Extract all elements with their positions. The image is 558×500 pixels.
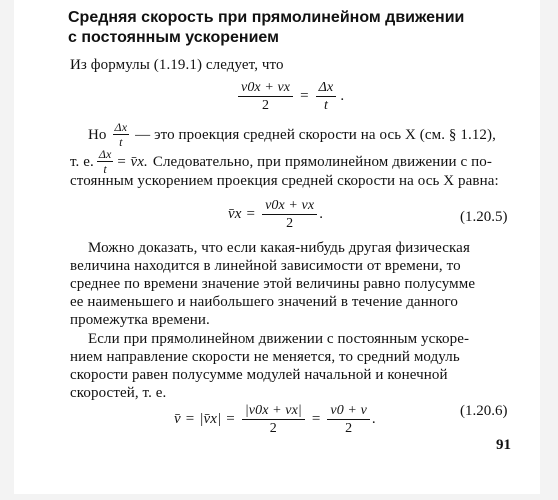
text-consequently: Следовательно, при прямолинейном движении с по- xyxy=(152,153,492,170)
fraction-numerator: v0x + vx xyxy=(238,80,293,97)
paragraph-2-line-1 xyxy=(88,121,496,149)
formula-1-20-6 xyxy=(174,403,376,436)
inline-fraction-dx-dt xyxy=(97,148,114,176)
formula-abs-mean-vx: |v̄x| xyxy=(199,411,222,427)
paragraph-4-line-4: скоростей, т. е. xyxy=(70,385,167,401)
paragraph-3-line-1: Можно доказать, что если какая-нибудь другая физическая xyxy=(88,240,470,256)
formula-period: . xyxy=(319,206,324,222)
equals-sign: = xyxy=(246,206,256,222)
fraction-denominator: 2 xyxy=(269,421,277,436)
formula-lhs: v̄x xyxy=(228,206,242,222)
fraction-speed-sum xyxy=(327,403,369,436)
equals-sign: = xyxy=(300,88,309,104)
fraction-denominator: t xyxy=(323,98,328,113)
formula-period: . xyxy=(340,88,345,104)
formula-period: . xyxy=(371,411,376,427)
equals-sign: = xyxy=(311,411,321,427)
paragraph-3-line-3: среднее по времени значение этой величины равно полусумме xyxy=(70,276,476,292)
formula-1-20-5 xyxy=(228,198,323,231)
paragraph-3-line-4: ее наименьшего и наибольшего значений в течение данного xyxy=(70,294,459,310)
fraction-numerator: v0 + v xyxy=(327,403,369,420)
fraction-displacement-time xyxy=(316,80,337,113)
equation-number-1-20-5: (1.20.5) xyxy=(460,209,508,225)
paragraph-intro: Из формулы (1.19.1) следует, что xyxy=(70,57,284,73)
page-number: 91 xyxy=(496,437,511,453)
paragraph-4-line-3: скорости равен полусумме модулей начальной и конечной xyxy=(70,367,448,383)
fraction-denominator: 2 xyxy=(286,216,294,231)
equals-sign: = xyxy=(226,411,235,427)
fraction-numerator: |v0x + vx| xyxy=(242,403,305,420)
text-ie: т. е. xyxy=(70,153,94,170)
fraction-denominator: t xyxy=(119,135,123,149)
text-equals-vx: = v̄x. xyxy=(116,153,148,170)
fraction-numerator: Δx xyxy=(98,147,112,161)
text-projection-definition: — это проекция средней скорости на ось X (см. § 1.12), xyxy=(135,126,496,143)
section-heading-line2: с постоянным ускорением xyxy=(68,29,279,46)
equals-sign: = xyxy=(185,411,195,427)
formula-average-velocity xyxy=(236,80,344,113)
paragraph-4-line-2: нием направление скорости не меняется, то средний модуль xyxy=(70,349,460,365)
fraction-denominator: 2 xyxy=(345,421,353,436)
formula-lhs: v̄ xyxy=(174,411,181,427)
fraction-velocity-sum xyxy=(262,198,317,231)
paragraph-3-line-2: величина находится в линейной зависимости от времени, то xyxy=(70,258,461,274)
text-but: Но xyxy=(88,126,107,143)
fraction-numerator: Δx xyxy=(114,120,128,134)
inline-fraction-dx-dt xyxy=(113,121,130,149)
fraction-velocity-sum xyxy=(238,80,293,113)
section-heading-line1: Средняя скорость при прямолинейном движении xyxy=(68,9,465,26)
paragraph-2-line-3: стоянным ускорением проекция средней скорости на ось X равна: xyxy=(70,173,499,189)
fraction-denominator: t xyxy=(103,162,107,176)
fraction-denominator: 2 xyxy=(262,98,270,113)
fraction-numerator: Δx xyxy=(316,80,337,97)
textbook-page xyxy=(14,0,540,494)
paragraph-3-line-5: промежутка времени. xyxy=(70,312,210,328)
paragraph-2-line-2 xyxy=(70,148,492,176)
fraction-numerator: v0x + vx xyxy=(262,198,317,215)
fraction-abs-velocity-sum xyxy=(242,403,305,436)
equation-number-1-20-6: (1.20.6) xyxy=(460,403,508,419)
paragraph-4-line-1: Если при прямолинейном движении с постоянным ускоре- xyxy=(88,331,470,347)
